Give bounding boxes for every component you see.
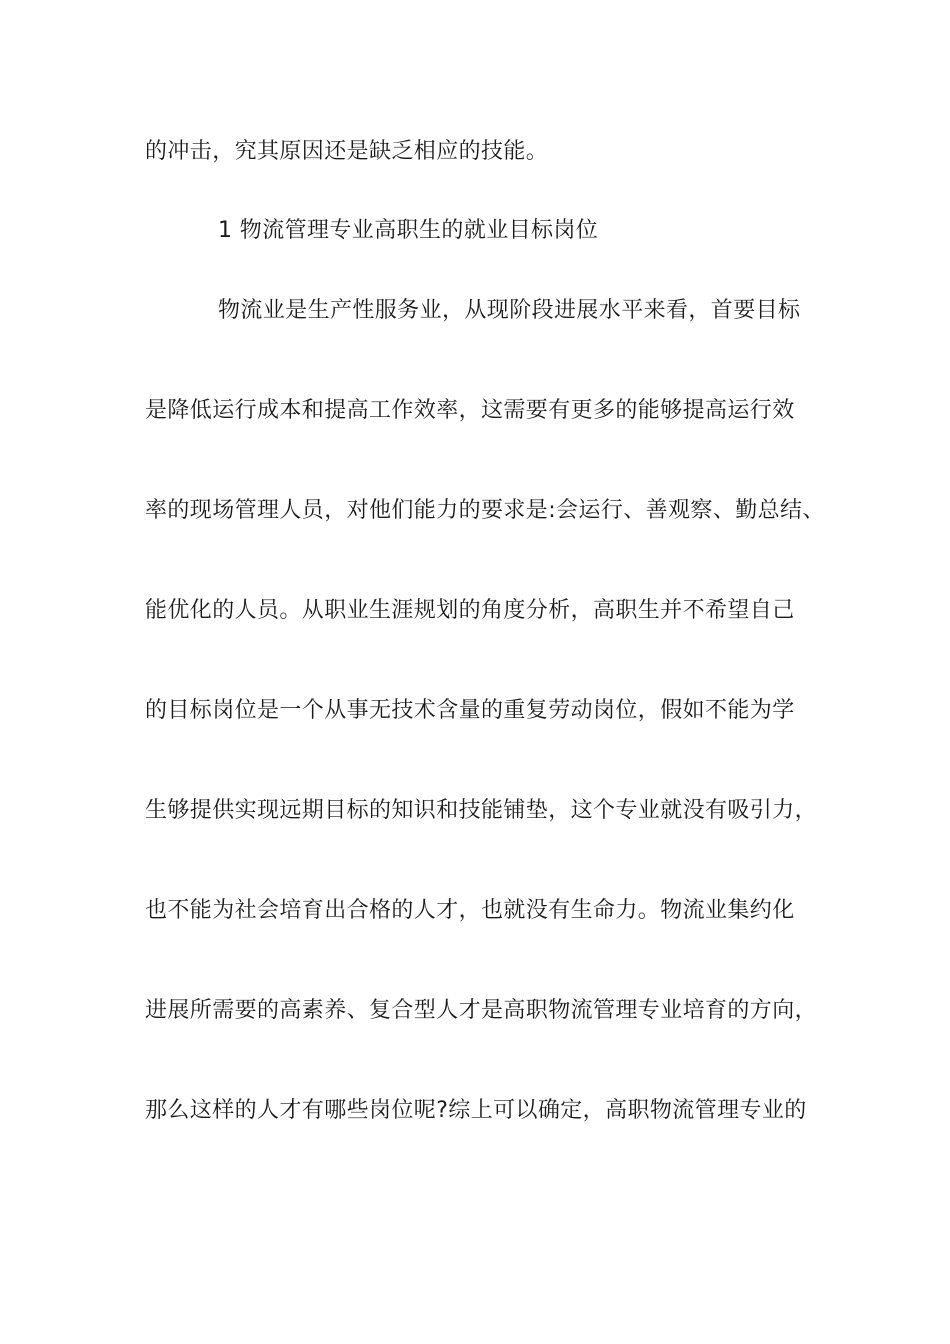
text-line: 的冲击，究其原因还是缺乏相应的技能。: [145, 139, 549, 164]
text-line: 是降低运行成本和提高工作效率，这需要有更多的能够提高运行效: [145, 398, 795, 423]
section-heading: 1 物流管理专业高职生的就业目标岗位: [218, 218, 599, 243]
text-line: 率的现场管理人员，对他们能力的要求是:会运行、善观察、勤总结、: [145, 498, 825, 523]
text-line: 的目标岗位是一个从事无技术含量的重复劳动岗位，假如不能为学: [145, 698, 795, 723]
text-line: 能优化的人员。从职业生涯规划的角度分析，高职生并不希望自己: [145, 598, 795, 623]
text-line: 生够提供实现远期目标的知识和技能铺垫，这个专业就没有吸引力，: [145, 798, 818, 823]
text-line: 进展所需要的高素养、复合型人才是高职物流管理专业培育的方向，: [145, 998, 818, 1023]
text-line: 也不能为社会培育出合格的人才，也就没有生命力。物流业集约化: [145, 898, 795, 923]
paragraph-first-line: 物流业是生产性服务业，从现阶段进展水平来看，首要目标: [218, 298, 801, 323]
text-line: 那么这样的人才有哪些岗位呢?综上可以确定，高职物流管理专业的: [145, 1098, 807, 1123]
